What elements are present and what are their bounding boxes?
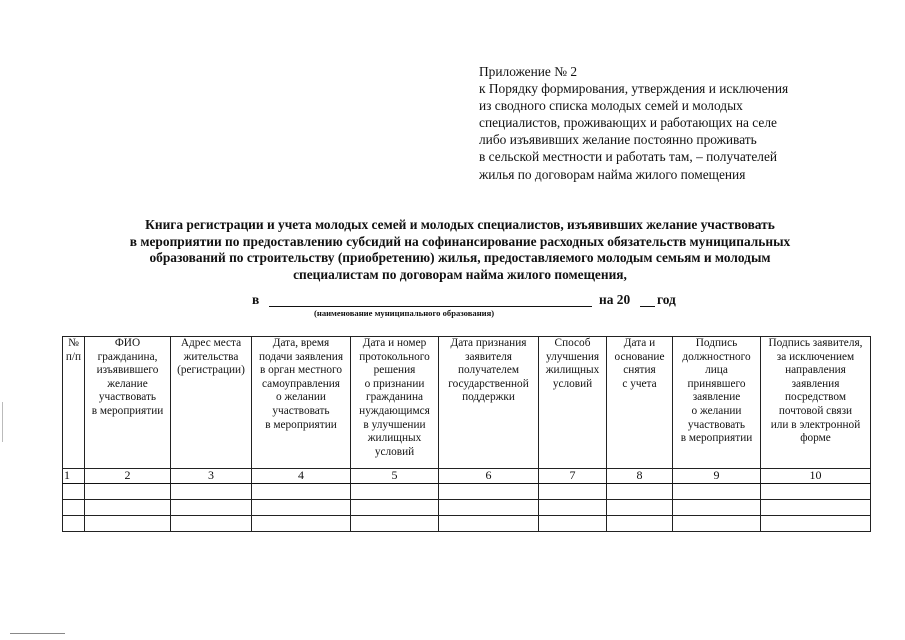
column-header-line: Подпись (695, 337, 738, 349)
column-header-line: в мероприятии (265, 418, 337, 431)
appendix-line: специалистов, проживающих и работающих на селе (479, 115, 777, 131)
year-blank-line (640, 306, 655, 307)
table-cell[interactable] (351, 500, 439, 516)
table-cell[interactable] (673, 516, 761, 532)
column-header-line: принявшего (687, 377, 746, 390)
column-header-line: заявление (692, 391, 741, 404)
column-header-line: о желании (276, 391, 326, 404)
title-line: Книга регистрации и учета молодых семей и молодых специалистов, изъявивших желание участвовать (145, 217, 775, 232)
table-row (63, 484, 871, 500)
table-cell[interactable] (607, 500, 673, 516)
table-cell[interactable] (171, 516, 252, 532)
registration-table (62, 336, 871, 532)
table-number-row (63, 469, 871, 484)
appendix-line: в сельской местности и работать там, – получателей (479, 149, 778, 165)
table-cell[interactable] (351, 516, 439, 532)
table-cell[interactable] (439, 500, 539, 516)
table-cell[interactable] (85, 484, 171, 500)
title-line: образований по строительству (приобретению) жилья, предоставляемого молодым семьям и молодым (149, 250, 771, 266)
column-header-line: Дата и номер (362, 337, 427, 349)
column-header-line: с учета (622, 377, 657, 390)
table-cell[interactable] (63, 500, 85, 516)
column-header-line: № (68, 337, 79, 349)
column-header-line: самоуправления (261, 377, 340, 390)
column-number: 1 (63, 469, 85, 484)
column-header-line: протокольного (359, 350, 430, 363)
column-header-line: изъявившего (96, 364, 159, 377)
column-header-line: решения (373, 364, 416, 377)
column-number: 6 (439, 469, 539, 484)
column-header-line: подачи заявления (258, 350, 344, 363)
column-header (761, 337, 871, 469)
scan-edge-mark (10, 633, 65, 634)
table-cell[interactable] (171, 500, 252, 516)
column-header (351, 337, 439, 469)
column-header-line: почтовой связи (778, 404, 853, 417)
table-row (63, 516, 871, 532)
column-header-line: получателем (458, 364, 519, 377)
column-header-line: (регистрации) (177, 364, 245, 377)
column-header-line: поддержки (462, 391, 515, 404)
table-cell[interactable] (607, 516, 673, 532)
table-row (63, 500, 871, 516)
table-cell[interactable] (439, 516, 539, 532)
column-header (607, 337, 673, 469)
column-number: 9 (673, 469, 761, 484)
municipality-blank-line (269, 306, 592, 307)
appendix-line: из сводного списка молодых семей и молодых (479, 98, 743, 114)
column-number: 5 (351, 469, 439, 484)
column-header-line: лица (705, 364, 728, 377)
column-header-line: должностного (682, 350, 751, 363)
column-header-line: основание (614, 350, 665, 363)
appendix-line: Приложение № 2 (479, 64, 578, 79)
table-cell[interactable] (539, 500, 607, 516)
column-header-line: нуждающимся (359, 404, 430, 417)
title-line: специалистам по договорам найма жилого помещения, (293, 267, 627, 283)
column-header-line: в мероприятии (680, 432, 753, 445)
table-cell[interactable] (539, 484, 607, 500)
column-header-line: участвовать (687, 418, 746, 431)
table-cell[interactable] (171, 484, 252, 500)
column-number: 2 (85, 469, 171, 484)
column-header-line: Подпись заявителя, (768, 337, 863, 349)
column-header-line: за исключением (776, 350, 855, 363)
column-header-line: п/п (65, 350, 82, 363)
column-header-line: заявителя (465, 350, 512, 363)
table-cell[interactable] (351, 484, 439, 500)
column-header-line: условий (552, 377, 593, 390)
column-header-line: жилищных (545, 364, 600, 377)
column-header-line: Адрес места (180, 337, 242, 349)
table-cell[interactable] (607, 484, 673, 500)
column-number: 8 (607, 469, 673, 484)
column-header-line: участвовать (98, 391, 157, 404)
column-header-line: гражданина (365, 391, 423, 404)
table-cell[interactable] (63, 484, 85, 500)
year-suffix: год (657, 292, 676, 307)
appendix-line: жилья по договорам найма жилого помещения (479, 166, 746, 182)
municipality-caption: (наименование муниципального образования) (314, 308, 495, 318)
column-header-line: улучшения (545, 350, 600, 363)
column-header-line: посредством (784, 391, 847, 404)
table-cell[interactable] (85, 500, 171, 516)
appendix-line: к Порядку формирования, утверждения и исключения (479, 81, 789, 97)
column-header-line: о желании (691, 404, 742, 417)
scan-margin-mark (2, 402, 3, 442)
column-header-line: заявления (791, 377, 840, 390)
column-header-line: жительства (183, 350, 239, 363)
table-cell[interactable] (63, 516, 85, 532)
title-line: в мероприятии по предоставлению субсидий на софинансирование расходных обязательств муниципальных (129, 233, 791, 249)
table-cell[interactable] (252, 500, 351, 516)
column-header-line: жилищных (367, 432, 422, 445)
column-header-line: участвовать (272, 404, 330, 417)
appendix-line: либо изъявивших желание постоянно проживать (479, 132, 757, 148)
table-cell[interactable] (761, 500, 871, 516)
table-cell[interactable] (761, 484, 871, 500)
column-header-line: или в электронной (770, 418, 861, 431)
column-header-line: в орган местного (259, 364, 343, 377)
table-cell[interactable] (539, 516, 607, 532)
column-header (252, 337, 351, 469)
column-header-line: условий (374, 445, 415, 458)
column-header-line: Способ (554, 337, 591, 349)
table-header-row (63, 337, 871, 469)
column-header (171, 337, 252, 469)
column-header-line: о признании (364, 377, 425, 390)
column-header (539, 337, 607, 469)
column-header-line: Дата признания (450, 337, 527, 349)
table-cell[interactable] (252, 516, 351, 532)
table-cell[interactable] (673, 484, 761, 500)
column-number: 4 (252, 469, 351, 484)
table-cell[interactable] (439, 484, 539, 500)
column-header-line: желание (107, 377, 148, 390)
column-number: 7 (539, 469, 607, 484)
column-header-line: государственной (448, 377, 529, 390)
document-title (40, 217, 880, 284)
municipality-prefix: в (252, 292, 260, 307)
table-cell[interactable] (252, 484, 351, 500)
table-cell[interactable] (761, 516, 871, 532)
table-cell[interactable] (85, 516, 171, 532)
column-header-line: в улучшении (363, 418, 426, 431)
column-header (63, 337, 85, 469)
column-header (85, 337, 171, 469)
column-header-line: снятия (623, 364, 656, 377)
column-number: 3 (171, 469, 252, 484)
column-header (439, 337, 539, 469)
appendix-note (479, 63, 859, 183)
table-cell[interactable] (673, 500, 761, 516)
column-header-line: в мероприятии (91, 404, 164, 417)
column-number: 10 (761, 469, 871, 484)
column-header-line: ФИО (114, 337, 141, 349)
column-header-line: Дата и (623, 337, 656, 349)
year-label: на 20 (599, 292, 631, 307)
column-header-line: Дата, время (272, 337, 330, 349)
column-header (673, 337, 761, 469)
column-header-line: форме (800, 432, 831, 445)
column-header-line: направления (785, 364, 846, 377)
column-header-line: гражданина, (97, 350, 158, 363)
